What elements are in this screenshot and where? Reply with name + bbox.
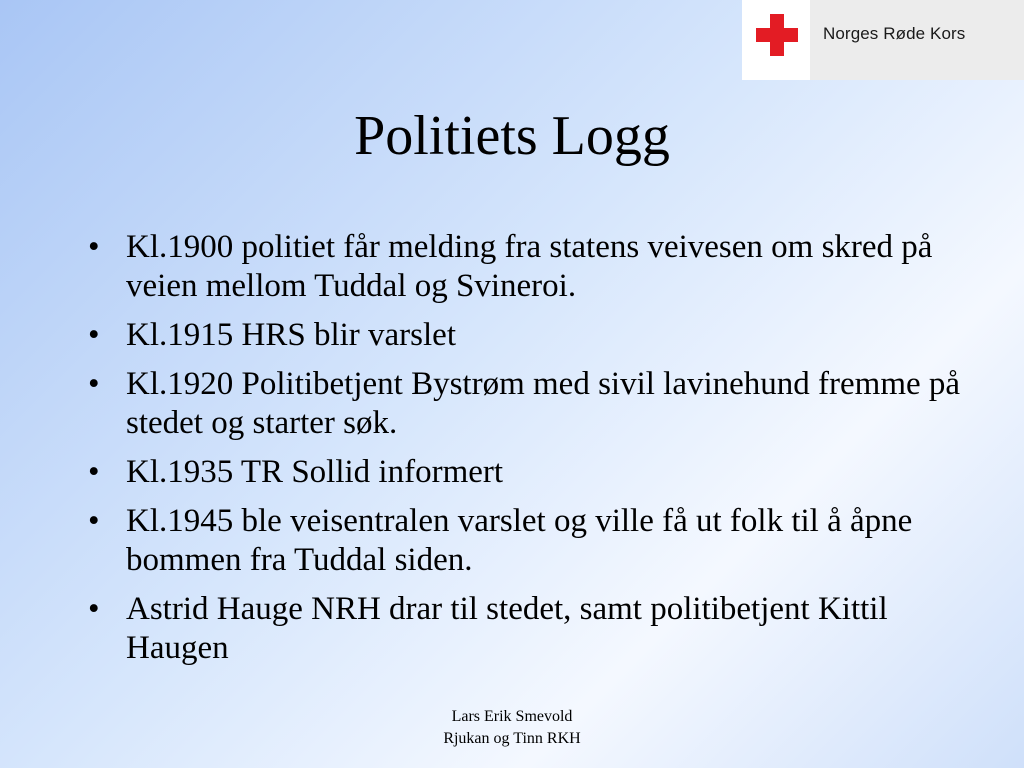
bullet-item: • Kl.1915 HRS blir varslet — [82, 316, 962, 355]
bullet-list — [82, 228, 962, 678]
red-cross-icon — [742, 0, 810, 80]
bullet-item: • Kl.1935 TR Sollid informert — [82, 453, 962, 492]
red-cross-logo — [742, 0, 1024, 80]
slide-footer — [0, 706, 1024, 750]
footer-organization: Rjukan og Tinn RKH — [443, 730, 581, 747]
bullet-item: • Kl.1900 politiet får melding fra statens veivesen om skred på veien mellom Tuddal og Svineroi. — [82, 228, 962, 306]
slide-title: Politiets Logg — [354, 105, 670, 167]
footer-author: Lars Erik Smevold — [451, 708, 573, 725]
bullet-item: • Astrid Hauge NRH drar til stedet, samt politibetjent Kittil Haugen — [82, 590, 962, 668]
bullet-item: • Kl.1945 ble veisentralen varslet og ville få ut folk til å åpne bommen fra Tuddal siden. — [82, 502, 962, 580]
logo-text: Norges Røde Kors — [823, 24, 966, 43]
bullet-item: • Kl.1920 Politibetjent Bystrøm med sivil lavinehund fremme på stedet og starter søk. — [82, 365, 962, 443]
